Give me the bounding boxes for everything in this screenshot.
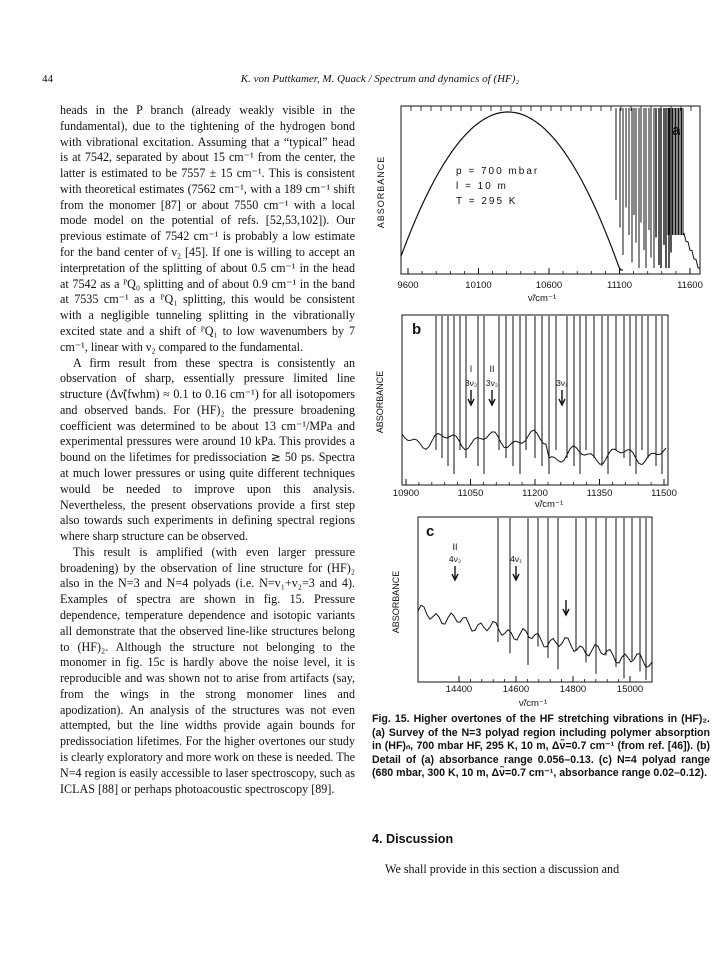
- paragraph: This result is amplified (with even larger pressure broadening) by the observation of line structure for (HF)₂ also in the N=3 and N=4 polyads (i.e. N=v₁+v₂=3 and 4). Examples of spectra are shown in fig. 15. Pressure dependence, temperature dependence and isotopic variants all demonstrate that the observed line-like structures belong to (HF)₂. Although the structure not belonging to the monomer in fig. 15c is hardly above the noise level, it is reproducible and was shown not to arise from artifacts (say, from the wings in the strong monomer lines and apodization). An analysis of the structures was not even attempted, but the line widths provide again bounds for predissociation lifetimes. For the higher overtones our study is clearly exploratory and more work on these is needed. The N=4 region is easily accessible to laser spectroscopy, such as ICLAS [88] or perhaps photoacoustic spectroscopy [89].: [60, 544, 355, 796]
- running-title: K. von Puttkamer, M. Quack / Spectrum and dynamics of (HF)₂: [240, 73, 520, 85]
- x-tick-label: 9600: [397, 280, 419, 291]
- x-tick-label: 14400: [445, 684, 473, 695]
- x-tick-label: 10600: [535, 280, 563, 291]
- x-tick-label: 11200: [522, 488, 548, 499]
- x-tick-label: 10100: [465, 280, 492, 291]
- x-tick-label: 15000: [616, 684, 644, 695]
- x-tick-label: 11100: [606, 280, 633, 291]
- band-II-mode: 3ν₂: [485, 378, 499, 388]
- x-tick-label: 14800: [559, 684, 587, 695]
- band-4nu1-mode: 4ν₁: [510, 554, 522, 564]
- section-first-line: We shall provide in this section a discussion and: [385, 862, 620, 876]
- x-tick-label: 14600: [502, 684, 530, 695]
- condition-temperature: T = 295 K: [456, 196, 518, 207]
- page-number: 44: [42, 73, 53, 85]
- left-column-text: [60, 103, 355, 797]
- section-heading: 4. Discussion: [372, 832, 454, 846]
- panel-a-ylabel: ABSORBANCE: [376, 155, 386, 229]
- figure-panel-a: [368, 100, 708, 310]
- figure-panel-b: [368, 310, 708, 510]
- panel-c-ylabel: ABSORBANCE: [391, 570, 401, 634]
- panel-c-label: c: [426, 523, 435, 540]
- band-nu1-mode: 3ν₁: [556, 378, 568, 388]
- band-I-mode: 3ν₂: [464, 378, 478, 388]
- condition-length: l = 10 m: [456, 181, 508, 192]
- band-II-roman: II: [452, 542, 458, 552]
- panel-c-xlabel: ν̃/cm⁻¹: [518, 698, 548, 709]
- panel-b-xlabel: ν̃/cm⁻¹: [534, 499, 564, 510]
- band-arrows: [468, 390, 565, 405]
- band-II-roman: II: [489, 364, 495, 374]
- x-tick-label: 10900: [392, 488, 420, 499]
- x-tick-label: 11350: [586, 488, 613, 499]
- x-tick-label: 11050: [457, 488, 484, 499]
- paragraph: heads in the P branch (already weakly visible in the fundamental), due to the tightening of the hydrogen bond with vibrational excitation. Assuming that a “typical” head is at 7542, separated by about 15 cm⁻¹ from the center, the latter is estimated to be 7557 ± 15 cm⁻¹. This is consistent with theoretical estimates (7562 cm⁻¹, with a 189 cm⁻¹ shift from the monomer [87] or about 7550 cm⁻¹ with a local mode model on the potential of refs. [52,53,102]). Our previous estimate of 7542 cm⁻¹ is probably a low estimate for the band center of ν₂ [45]. If one is willing to accept an interpretation of the splitting of about 0.5 cm⁻¹ in the head at 7542 as a ᴾQ₀ splitting and of about 0.9 cm⁻¹ in the band at 7535 cm⁻¹ as a ᴾQ₁ splitting, this would be consistent with a negligible tunneling splitting in the vibrationally excited state and a shift of ᴾQ₁ to low wavenumbers by 7 cm⁻¹, linear with ν₂ compared to the fundamental.: [60, 103, 355, 354]
- x-tick-label: 11600: [677, 280, 703, 291]
- figure-panel-c: [368, 512, 708, 712]
- panel-a-xlabel: ν̃/cm⁻¹: [527, 293, 557, 304]
- panel-a-label: a: [672, 122, 681, 139]
- band-I-roman: I: [469, 364, 473, 374]
- panel-b-label: b: [412, 321, 422, 338]
- x-tick-label: 11500: [651, 488, 677, 499]
- panel-b-ylabel: ABSORBANCE: [375, 370, 385, 434]
- figure-caption: Fig. 15. Higher overtones of the HF stretching vibrations in (HF)₂. (a) Survey of the N=3 polyad region including polymer absorption in (HF)ₙ, 700 mbar HF, 295 K, 10 m, Δν̃=0.7 cm⁻¹ (from ref. [46]). (b) Detail of (a) absorbance range 0.056–0.13. (c) N=4 polyad range (680 mbar, 300 K, 10 m, Δν̃=0.7 cm⁻¹, absorbance range 0.02–0.12).: [372, 713, 710, 780]
- condition-pressure: p = 700 mbar: [456, 166, 540, 177]
- paragraph: A firm result from these spectra is consistently an observation of sharp, essentially pressure limited line structure (Δν̃(fwhm) ≈ 0.1 to 0.16 cm⁻¹) for all isotopomers and observed bands. For (HF)₂ the pressure broadening coefficient was determined to be about 13 cm⁻¹/MPa and experimental pressures were around 10 kPa. This provides a bound on the lifetimes for predissociation ≳ 50 ps. Spectra at much lower pressures or using quite different techniques would be needed to improve upon this analysis. Nevertheless, the present observations provide a first step also towards such experiments in defining spectral regions where sharp structure can be observed.: [60, 355, 355, 544]
- band-4nu2-mode: 4ν₂: [448, 554, 462, 564]
